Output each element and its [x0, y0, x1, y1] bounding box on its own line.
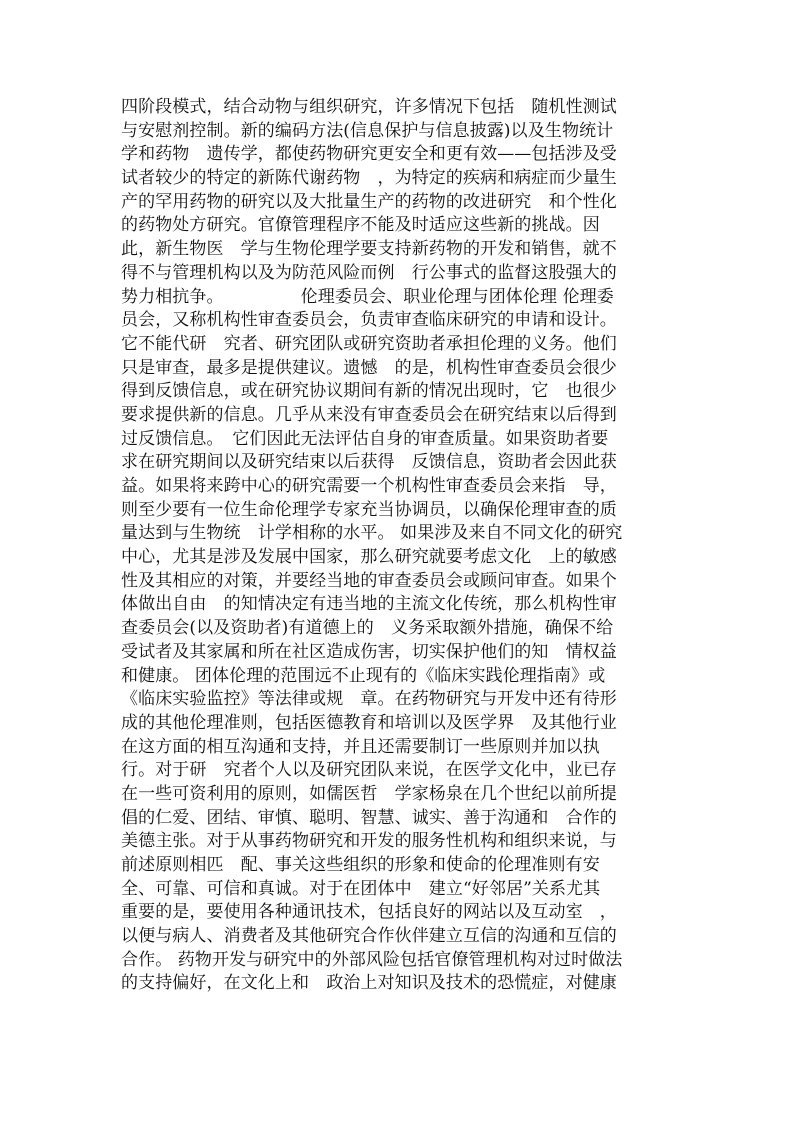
- text-line: 和健康。 团体伦理的范围远不止现有的《临床实践伦理指南》或: [121, 665, 606, 686]
- text-line: 势力相抗争。 伦理委员会、职业伦理与团体伦理 伦理委: [121, 286, 614, 307]
- text-line: 美德主张。对于从事药物研究和开发的服务性机构和组织来说，与: [121, 831, 617, 852]
- text-line: 与安慰剂控制。新的编码方法(信息保护与信息披露)以及生物统计: [121, 120, 614, 141]
- body-text: [121, 96, 681, 996]
- text-line: 性及其相应的对策，并要经当地的审查委员会或顾问审查。如果个: [121, 570, 617, 591]
- text-line: 在一些可资利用的原则，如儒医哲 学家杨泉在几个世纪以前所提: [121, 783, 617, 804]
- text-line: 试者较少的特定的新陈代谢药物 ，为特定的疾病和病症而少量生: [121, 168, 617, 189]
- text-line: 产的罕用药物的研究以及大批量生产的药物的改进研究 和个性化: [121, 191, 617, 212]
- text-line: 中心，尤其是涉及发展中国家，那么研究就要考虑文化 上的敏感: [121, 547, 617, 568]
- text-line: 四阶段模式，结合动物与组织研究，许多情况下包括 随机性测试: [121, 97, 617, 117]
- text-line: 倡的仁爱、团结、审慎、聪明、智慧、诚实、善于沟通和 合作的: [121, 807, 617, 828]
- text-line: 成的其他伦理准则，包括医德教育和培训以及医学界 及其他行业: [121, 712, 617, 733]
- text-line: 得不与管理机构以及为防范风险而例 行公事式的监督这股强大的: [121, 262, 617, 283]
- text-line: 体做出自由 的知情决定有违当地的主流文化传统，那么机构性审: [121, 594, 617, 615]
- text-line: 以便与病人、消费者及其他研究合作伙伴建立互信的沟通和互信的: [121, 926, 617, 947]
- text-line: 员会，又称机构性审查委员会，负责审查临床研究的申请和设计。: [121, 310, 617, 331]
- text-line: 在这方面的相互沟通和支持，并且还需要制订一些原则并加以执: [121, 736, 600, 757]
- text-line: 它不能代研 究者、研究团队或研究资助者承担伦理的义务。他们: [121, 333, 617, 354]
- text-line: 重要的是，要使用各种通讯技术，包括良好的网站以及互动室 ，: [121, 902, 617, 923]
- text-line: 只是审查，最多是提供建议。遗憾 的是，机构性审查委员会很少: [121, 357, 617, 378]
- text-line: 查委员会(以及资助者)有道德上的 义务采取额外措施，确保不给: [121, 618, 614, 639]
- text-line: 的支持偏好，在文化上和 政治上对知识及技术的恐慌症，对健康: [121, 973, 617, 994]
- text-line: 全、可靠、可信和真诚。对于在团体中 建立“好邻居”关系尤其: [121, 878, 601, 899]
- text-line: 得到反馈信息，或在研究协议期间有新的情况出现时，它 也很少: [121, 381, 617, 402]
- text-line: 过反馈信息。 它们因此无法评估自身的审查质量。如果资助者要: [121, 428, 609, 449]
- text-line: 此，新生物医 学与生物伦理学要支持新药物的开发和销售，就不: [121, 239, 617, 260]
- text-line: 受试者及其家属和所在社区造成伤害，切实保护他们的知 情权益: [121, 641, 617, 662]
- text-line: 量达到与生物统 计学相称的水平。 如果涉及来自不同文化的研究: [121, 523, 623, 544]
- text-line: 求在研究期间以及研究结束以后获得 反馈信息，资助者会因此获: [121, 452, 617, 473]
- text-line: 则至少要有一位生命伦理学专家充当协调员，以确保伦理审查的质: [121, 499, 617, 520]
- text-line: 行。对于研 究者个人以及研究团队来说，在医学文化中，业已存: [121, 760, 617, 781]
- text-line: 益。如果将来跨中心的研究需要一个机构性审查委员会来指 导，: [121, 476, 617, 496]
- text-line: 合作。 药物开发与研究中的外部风险包括官僚管理机构对过时做法: [121, 949, 623, 970]
- text-line: 前述原则相匹 配、事关这些组织的形象和使命的伦理准则有安: [121, 855, 600, 875]
- text-line: 学和药物 遗传学，都使药物研究更安全和更有效——包括涉及受: [121, 144, 617, 165]
- text-line: 的药物处方研究。官僚管理程序不能及时适应这些新的挑战。因: [121, 215, 600, 236]
- text-line: 要求提供新的信息。几乎从来没有审查委员会在研究结束以后得到: [121, 404, 617, 425]
- text-line: 《临床实验监控》等法律或规 章。在药物研究与开发中还有待形: [121, 689, 617, 710]
